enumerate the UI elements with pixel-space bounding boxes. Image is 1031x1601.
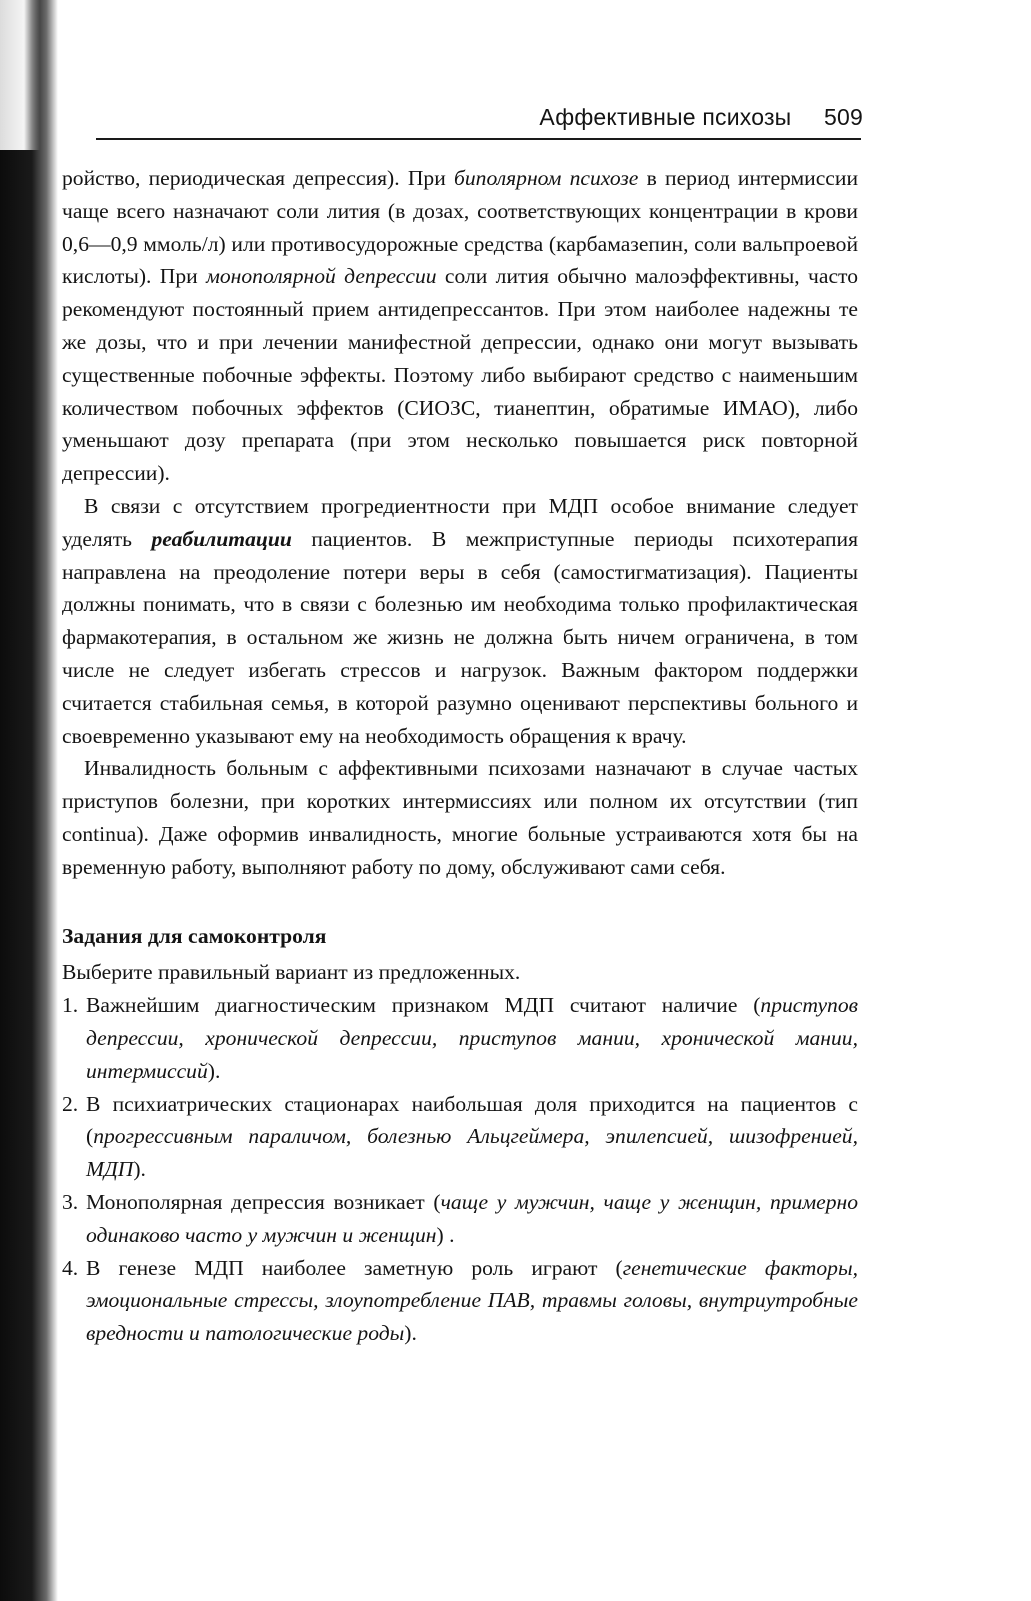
running-header [90, 104, 863, 131]
text-run: В связи с отсутствием прогредиентности при МДП особое внимание следует уделять [62, 493, 858, 551]
italic-run: монополярной депрессии [206, 264, 437, 289]
text-run: Важнейшим диагностическим признаком МДП считают наличие ( [86, 993, 761, 1018]
section-heading: Задания для самоконтроля [62, 923, 327, 948]
italic-run: чаще у мужчин, чаще у женщин, примерно одинаково часто у мужчин и женщин [86, 1189, 859, 1247]
text-run: соли лития обычно малоэффективны, часто рекомендуют постоянный прием антидепрессантов. При этом наиболее надежны те же дозы, что и при лечении манифестной депрессии, однако они могут вызывать существенные побочные эффекты. Поэтому либо выбирают средство с наименьшим количеством побочных эффектов (СИОЗС, тианептин, обратимые ИМАО), либо уменьшают дозу препарата (при этом несколько повышается риск повторной депрессии). [62, 264, 858, 486]
text-run: ройство, периодическая депрессия). При [62, 166, 454, 190]
task-item [62, 1252, 858, 1350]
bold-italic-run: реабилитации [151, 526, 292, 551]
italic-run: биполярном психозе [453, 166, 639, 190]
page-corner-highlight [0, 0, 40, 150]
task-number: 1. [62, 993, 79, 1018]
task-text [86, 1092, 858, 1182]
task-number: 2. [62, 1091, 79, 1116]
italic-run: приступов депрессии, хронической депрессии, приступов мании, хронической мании, интермиссий [86, 993, 858, 1083]
text-run: ). [133, 1157, 146, 1182]
italic-run: прогрессивным параличом, болезнью Альцгеймера, эпилепсией, шизофренией, МДП [86, 1124, 858, 1182]
text-run: пациентов. В межприступные периоды психотерапия направлена на преодоление потери веры в себя (самостигматизация). Пациенты должны понимать, что в связи с болезнью им необходима только профилактическая фармакотерапия, в остальном же жизнь не должна быть ничем ограничена, в том числе не следует избегать стрессов и нагрузок. Важным фактором поддержки считается стабильная семья, в которой разумно оценивают перспективы больного и своевременно указывают ему на необходимость обращения к врачу. [62, 526, 859, 748]
text-run: В генезе МДП наиболее заметную роль играют ( [86, 1255, 623, 1280]
task-text [86, 1256, 858, 1346]
task-item [62, 1186, 858, 1252]
task-item [62, 989, 858, 1087]
text-run: в период интермиссии чаще всего назначают соли лития (в дозах, соответствующих концентрации в крови 0,6—0,9 ммоль/л) или противосудорожные средства (карбамазепин, соли вальпроевой кислоты). При [62, 166, 858, 289]
paragraph [62, 162, 858, 490]
text-run: В психиатрических стационарах наибольшая доля приходится на пациентов с ( [86, 1091, 858, 1149]
task-number: 4. [62, 1255, 79, 1280]
text-run: ). [404, 1321, 417, 1346]
italic-run: генетические факторы, эмоциональные стрессы, злоупотребление ПАВ, травмы головы, внутриутробные вредности и патологические роды [86, 1255, 858, 1346]
paragraph [62, 490, 858, 752]
task-item [62, 1088, 858, 1186]
text-run: ). [207, 1058, 221, 1083]
book-spine-shadow [0, 0, 58, 1601]
task-number: 3. [62, 1189, 79, 1214]
text-run: Инвалидность больным с аффективными психозами назначают в случае частых приступов болезни, при коротких интермиссиях или полном их отсутствии (тип continua). Даже оформив инвалидность, многие больные устраиваются хотя бы на временную работу, выполняют работу по дому, обслуживают сами себя. [62, 756, 858, 879]
page-number: 509 [824, 104, 863, 130]
text-run: ) . [436, 1222, 455, 1247]
running-title: Аффективные психозы [539, 104, 792, 130]
task-instruction: Выберите правильный вариант из предложенных. [62, 960, 521, 985]
task-text [86, 1190, 858, 1247]
header-rule [96, 138, 861, 140]
text-run: Монополярная депрессия возникает ( [86, 1189, 441, 1214]
page-body [62, 162, 858, 1350]
paragraph [62, 752, 858, 883]
task-list [62, 989, 858, 1350]
task-text [86, 993, 858, 1083]
